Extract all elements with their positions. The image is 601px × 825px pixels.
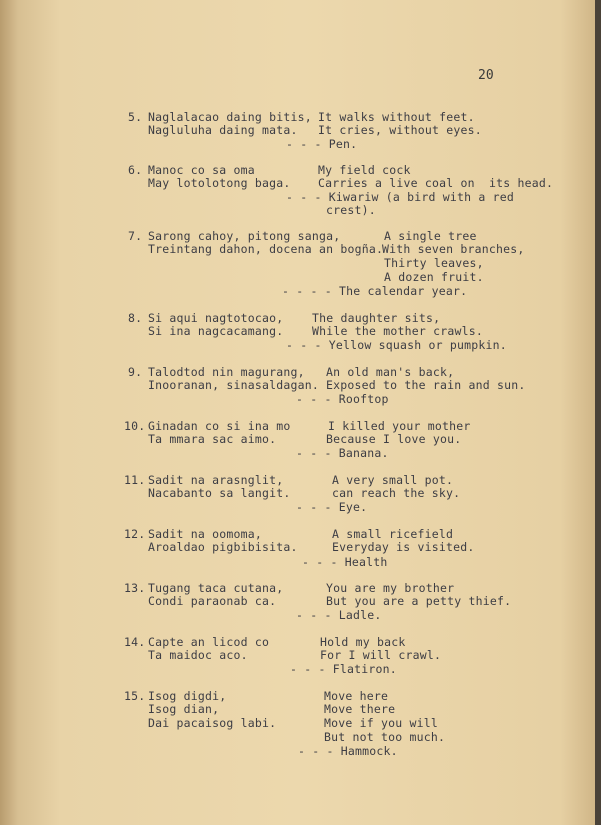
riddle-translation-line: Thirty leaves,	[384, 256, 484, 270]
riddle-translation-line: Because I love you.	[326, 432, 462, 446]
riddle-translation-line: Carries a live coal on its head.	[318, 176, 554, 190]
riddle-translation-line: Exposed to the rain and sun.	[326, 378, 526, 392]
riddle-translation-line: A small ricefield	[332, 527, 454, 541]
riddle-original-line: Aroaldao pigbibisita.	[148, 540, 298, 554]
riddle-answer: - - - Ladle.	[296, 608, 382, 622]
riddle-translation-line: An old man's back,	[326, 365, 455, 379]
riddle-number: 11.	[124, 473, 146, 487]
riddle-original-line: Tugang taca cutana,	[148, 581, 284, 595]
riddle-translation-line: I killed your mother	[328, 419, 471, 433]
riddle-translation-line: A very small pot.	[332, 473, 454, 487]
riddle-original-line: Sadit na arasnglit,	[148, 473, 284, 487]
riddle-translation-line: While the mother crawls.	[312, 324, 483, 338]
riddle-original-line: Talodtod nin magurang,	[148, 365, 305, 379]
riddle-number: 13.	[124, 581, 146, 595]
riddle-original-line: Si ina nagcacamang.	[148, 324, 284, 338]
riddle-answer: - - - Kiwariw (a bird with a red	[286, 190, 514, 204]
riddle-answer: - - - Pen.	[286, 137, 358, 151]
riddle-original-line: Sarong cahoy, pitong sanga,	[148, 229, 341, 243]
riddle-original-line: Isog dian,	[148, 702, 220, 716]
riddle-original-line: Manoc co sa oma	[148, 163, 255, 177]
riddle-number: 7.	[128, 229, 143, 243]
riddle-number: 14.	[124, 635, 146, 649]
riddle-translation-line: Move if you will	[324, 716, 438, 730]
riddle-answer: - - - - The calendar year.	[282, 284, 468, 298]
riddle-answer: - - - Flatiron.	[290, 662, 397, 676]
riddle-original-line: Ginadan co si ina mo	[148, 419, 291, 433]
riddle-original-line: Dai pacaisog labi.	[148, 716, 277, 730]
riddle-number: 5.	[128, 110, 143, 124]
riddle-original-line: Condi paraonab ca.	[148, 594, 277, 608]
riddle-translation-line: A dozen fruit.	[384, 270, 484, 284]
riddle-answer: - - - Yellow squash or pumpkin.	[286, 338, 507, 352]
riddle-translation-line: You are my brother	[326, 581, 455, 595]
page-edge	[595, 0, 601, 825]
riddle-translation-line: It walks without feet.	[318, 110, 475, 124]
riddle-number: 12.	[124, 527, 146, 541]
riddle-answer-continued: crest).	[326, 203, 376, 217]
riddle-translation-line: The daughter sits,	[312, 311, 441, 325]
riddle-number: 8.	[128, 311, 143, 325]
riddle-translation-line: With seven branches,	[382, 242, 525, 256]
riddle-translation-line: Move here	[324, 689, 389, 703]
riddle-number: 10.	[124, 419, 146, 433]
riddle-original-line: Ta maidoc aco.	[148, 648, 248, 662]
riddle-translation-line: Move there	[324, 702, 396, 716]
riddle-answer: - - - Rooftop	[296, 392, 389, 406]
riddle-original-line: Inooranan, sinasaldagan.	[148, 378, 319, 392]
riddle-original-line: Nagluluha daing mata.	[148, 123, 298, 137]
riddle-number: 6.	[128, 163, 143, 177]
riddle-translation-line: A single tree	[384, 229, 477, 243]
riddle-original-line: Ta mmara sac aimo.	[148, 432, 277, 446]
riddle-translation-line: Everyday is visited.	[332, 540, 475, 554]
riddle-answer: - - - Health	[302, 555, 388, 569]
riddle-original-line: Sadit na oomoma,	[148, 527, 262, 541]
riddle-translation-line: My field cock	[318, 163, 411, 177]
riddle-answer: - - - Eye.	[296, 500, 368, 514]
riddle-original-line: Capte an licod co	[148, 635, 270, 649]
riddle-translation-line: For I will crawl.	[320, 648, 442, 662]
riddle-original-line: Isog digdi,	[148, 689, 227, 703]
riddle-answer: - - - Banana.	[296, 446, 389, 460]
page-number: 20	[478, 68, 494, 83]
riddle-number: 15.	[124, 689, 146, 703]
riddle-original-line: Nacabanto sa langit.	[148, 486, 291, 500]
riddle-translation-line: Hold my back	[320, 635, 406, 649]
riddle-translation-line: It cries, without eyes.	[318, 123, 482, 137]
riddle-translation-line: But not too much.	[324, 730, 446, 744]
riddle-original-line: May lotolotong baga.	[148, 176, 291, 190]
riddle-original-line: Si aqui nagtotocao,	[148, 311, 284, 325]
riddle-translation-line: can reach the sky.	[332, 486, 461, 500]
riddle-answer: - - - Hammock.	[298, 744, 398, 758]
riddle-translation-line: But you are a petty thief.	[326, 594, 512, 608]
riddle-original-line: Naglalacao daing bitis,	[148, 110, 312, 124]
riddle-original-line: Treintang dahon, docena an bogña.	[148, 242, 384, 256]
riddle-number: 9.	[128, 365, 143, 379]
